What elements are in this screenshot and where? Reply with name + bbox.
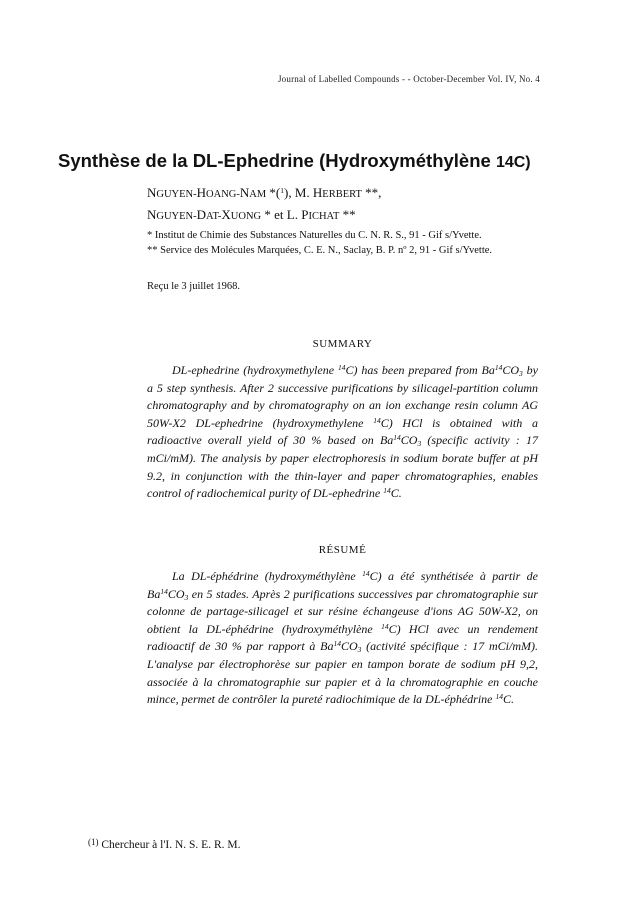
text-run: C) HCl is obtained with a radioactive overall yield of 30 % based on Ba [147, 415, 538, 448]
resume-paragraph [147, 568, 538, 709]
text-run: C) has been prepared from Ba [345, 363, 495, 377]
title-isotope: 14C) [495, 154, 531, 171]
author-separator: * et L. [261, 207, 302, 222]
author-name-part: UONG [230, 211, 262, 222]
superscript: 14 [383, 486, 391, 496]
text-run: DL-ephedrine (hydroxymethylene [172, 363, 338, 377]
text-run: C) HCl avec un rendement radioactif de 30 % par rapport à Ba [147, 621, 538, 654]
superscript: 14 [494, 363, 503, 372]
footnote-marker: (1) [88, 837, 99, 847]
superscript: 14 [393, 433, 401, 443]
text-run: C. [502, 692, 514, 707]
text-run: (activité spécifique : 17 mCi/mM). L'analyse par électrophorèse sur papier en tampon borate de sodium pH 9,2, associée à la chromatographie sur papier et à la chromatographie en couche mince, permet de contrôler la pureté radiochimique de la DL-éphédrine [147, 639, 539, 707]
author-separator: **, [361, 185, 382, 200]
author-name-part: ICHAT [308, 211, 340, 222]
superscript: 14 [337, 363, 346, 372]
running-head: Journal of Labelled Compounds - - October-December Vol. IV, No. 4 [277, 74, 540, 84]
author-initial: P [301, 207, 309, 222]
subscript: 3 [519, 369, 523, 378]
author-name-part: GUYEN- [156, 189, 197, 200]
subscript: 3 [184, 592, 189, 602]
author-separator: ** [339, 207, 356, 222]
superscript: 14 [362, 569, 370, 578]
author-name-part: ERBERT [322, 189, 362, 200]
text-run: en 5 stades. Après 2 purifications successives par chromatographie sur colonne de partage-silicagel et sur résine échangeuse d'ions AG 50W-X2, on obtient la DL-éphédrine (hydroxyméthylène [147, 586, 538, 636]
superscript: 14 [373, 415, 381, 425]
text-run: CO [167, 586, 185, 601]
authors-line-1 [147, 185, 381, 201]
superscript: 14 [495, 692, 503, 702]
text-run: by a 5 step synthesis. After 2 successive purifications by silicagel-partition column chromatography and by chromatography on an ion exchange resin column AG 50W-X2 DL-ephedrine (hydroxymethylene [147, 363, 538, 430]
author-name-part: GUYEN- [156, 211, 197, 222]
text-run: C) a été synthétisée à partir de Ba [147, 569, 538, 601]
author-separator: *( [266, 185, 281, 200]
article-title [58, 150, 598, 172]
text-run: CO [502, 363, 520, 377]
author-initial: H [312, 185, 323, 200]
text-run: (specific activity : 17 mCi/mM). The analysis by paper electrophoresis in sodium borate buffer at pH 9.2, in conjunction with the thin-layer and paper chromatographies, enables control of radiochemical purity of DL-ephedrine [147, 433, 538, 501]
author-separator: ), M. [284, 185, 313, 200]
text-run: C. [390, 486, 402, 501]
received-date: Reçu le 3 juillet 1968. [147, 281, 241, 292]
text-run: CO [400, 433, 418, 448]
summary-heading: SUMMARY [312, 338, 373, 350]
author-initial: X [221, 207, 231, 222]
resume-heading: RÉSUMÉ [318, 544, 367, 556]
author-initial: N [147, 207, 157, 222]
affiliation-2: ** Service des Molécules Marquées, C. E. N., Saclay, B. P. nº 2, 91 - Gif s/Yvette. [147, 245, 493, 256]
summary-paragraph [147, 362, 538, 503]
affiliation-1: * Institut de Chimie des Substances Naturelles du C. N. R. S., 91 - Gif s/Yvette. [147, 230, 482, 241]
title-main: Synthèse de la DL-Ephedrine (Hydroxyméthylène [58, 150, 496, 171]
authors-line-2 [147, 207, 356, 223]
author-initial: H [196, 185, 207, 200]
superscript: 14 [381, 621, 389, 631]
author-name-part: AM [249, 189, 267, 200]
author-name-part: AT- [206, 211, 222, 222]
superscript: 14 [160, 586, 168, 596]
author-initial: D [196, 207, 207, 222]
subscript: 3 [357, 645, 362, 655]
subscript: 3 [417, 439, 422, 449]
footnote-ref: 1 [280, 186, 285, 195]
footnote [88, 837, 240, 851]
footnote-text: Chercheur à l'I. N. S. E. R. M. [98, 839, 241, 851]
author-name-part: OANG- [206, 189, 240, 200]
author-initial: N [147, 185, 157, 200]
text-run: La DL-éphédrine (hydroxyméthylène [172, 569, 363, 583]
author-initial: N [239, 185, 250, 200]
superscript: 14 [333, 639, 341, 649]
text-run: CO [340, 639, 358, 654]
